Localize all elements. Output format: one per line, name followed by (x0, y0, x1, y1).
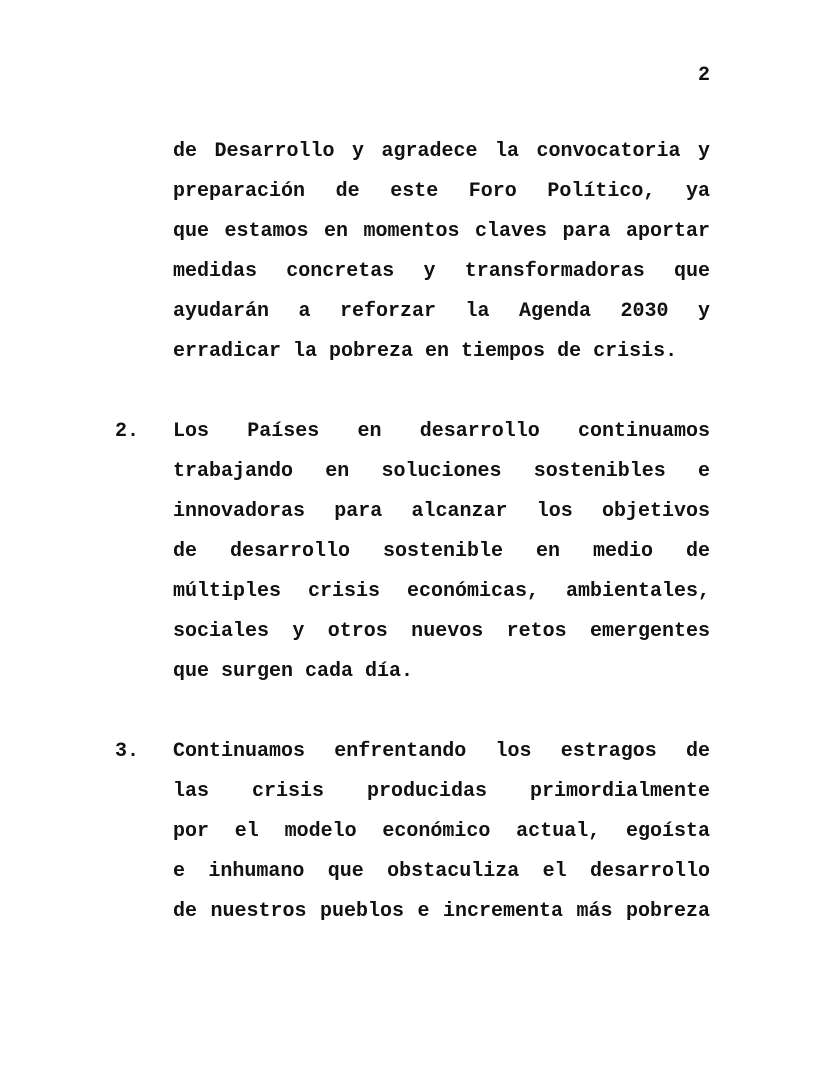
text-line: preparación de este Foro Político, ya (173, 180, 710, 203)
paragraph-item-2 (115, 412, 710, 692)
paragraph-text (173, 132, 710, 372)
text-line: las crisis producidas primordialmente (173, 780, 710, 803)
paragraph-continuation (115, 132, 710, 372)
paragraph-marker: 3. (115, 740, 140, 763)
text-line: medidas concretas y transformadoras que (173, 260, 710, 283)
text-line: sociales y otros nuevos retos emergentes (173, 620, 710, 643)
text-line: erradicar la pobreza en tiempos de crisis. (173, 340, 678, 363)
text-line: innovadoras para alcanzar los objetivos (173, 500, 710, 523)
text-line: que estamos en momentos claves para aportar (173, 220, 710, 243)
text-line: múltiples crisis económicas, ambientales, (173, 580, 710, 603)
paragraph-text (173, 412, 710, 692)
paragraph-marker: 2. (115, 420, 140, 443)
text-line: trabajando en soluciones sostenibles e (173, 460, 710, 483)
paragraph-text (173, 732, 710, 932)
text-line: ayudarán a reforzar la Agenda 2030 y (173, 300, 710, 323)
paragraph-item-3 (115, 732, 710, 932)
text-line: de desarrollo sostenible en medio de (173, 540, 710, 563)
page-number: 2 (697, 64, 710, 87)
text-line: de Desarrollo y agradece la convocatoria y (173, 140, 710, 163)
text-line: que surgen cada día. (173, 660, 414, 683)
text-line: e inhumano que obstaculiza el desarrollo (173, 860, 710, 883)
text-line: de nuestros pueblos e incrementa más pobreza (173, 900, 710, 923)
text-line: Continuamos enfrentando los estragos de (173, 740, 710, 763)
text-line: Los Países en desarrollo continuamos (173, 420, 710, 443)
text-line: por el modelo económico actual, egoísta (173, 820, 710, 843)
document-body (115, 132, 710, 932)
